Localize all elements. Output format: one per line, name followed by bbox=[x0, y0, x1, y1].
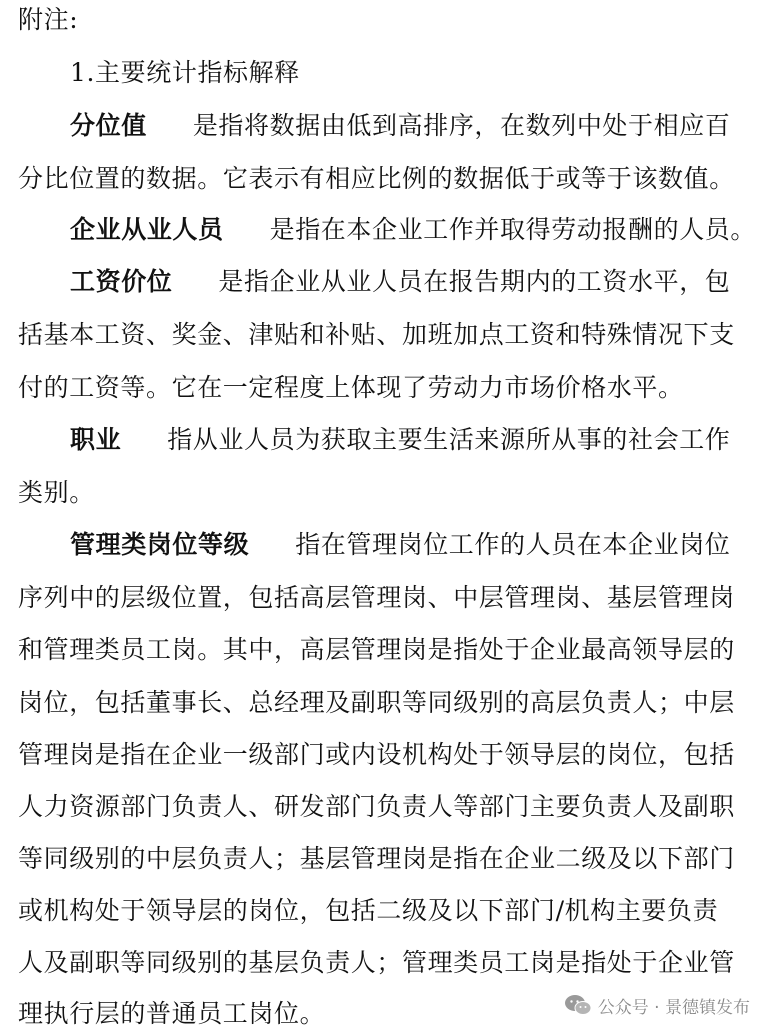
entry-wage-level-line2: 括基本工资、奖金、津贴和补贴、加班加点工资和特殊情况下支 bbox=[18, 320, 735, 349]
entry-wage-level-line1 bbox=[70, 266, 730, 298]
watermark-text: 公众号 · 景德镇发布 bbox=[597, 997, 750, 1018]
term-percentile: 分位值 bbox=[70, 111, 147, 140]
entry-percentile-line2: 分比位置的数据。它表示有相应比例的数据低于或等于该数值。 bbox=[18, 164, 735, 193]
entry-management-grade-line3: 和管理类员工岗。其中，高层管理岗是指处于企业最高领导层的 bbox=[18, 635, 735, 664]
term-wage-level: 工资价位 bbox=[70, 267, 173, 296]
entry-management-grade-line8: 或机构处于领导层的岗位，包括二级及以下部门/机构主要负责 bbox=[18, 896, 719, 925]
definition-text: 指从业人员为获取主要生活来源所从事的社会工作 bbox=[167, 425, 731, 454]
entry-employee-line1 bbox=[70, 214, 756, 246]
entry-management-grade-line5: 管理岗是指在企业一级部门或内设机构处于领导层的岗位，包括 bbox=[18, 740, 735, 769]
entry-management-grade-line7: 等同级别的中层负责人；基层管理岗是指在企业二级及以下部门 bbox=[18, 844, 735, 873]
entry-wage-level-line3: 付的工资等。它在一定程度上体现了劳动力市场价格水平。 bbox=[18, 373, 684, 402]
entry-management-grade-line4: 岗位，包括董事长、总经理及副职等同级别的高层负责人；中层 bbox=[18, 688, 735, 717]
definition-text: 是指在本企业工作并取得劳动报酬的人员。 bbox=[269, 215, 757, 244]
entry-management-grade-line2: 序列中的层级位置，包括高层管理岗、中层管理岗、基层管理岗 bbox=[18, 583, 735, 612]
entry-occupation-line2: 类别。 bbox=[18, 478, 95, 507]
term-employee: 企业从业人员 bbox=[70, 215, 224, 244]
entry-management-grade-line9: 人及副职等同级别的基层负责人；管理类员工岗是指处于企业管 bbox=[18, 948, 735, 977]
section-title: 1.主要统计指标解释 bbox=[70, 58, 300, 87]
definition-text: 指在管理岗位工作的人员在本企业岗位 bbox=[295, 530, 731, 559]
entry-occupation-line1 bbox=[70, 424, 730, 456]
definition-text: 是指企业从业人员在报告期内的工资水平，包 bbox=[218, 267, 731, 296]
entry-management-grade-line1 bbox=[70, 529, 730, 561]
term-management-grade: 管理类岗位等级 bbox=[70, 530, 250, 559]
entry-management-grade-line6: 人力资源部门负责人、研发部门负责人等部门主要负责人及副职 bbox=[18, 792, 735, 821]
term-occupation: 职业 bbox=[70, 425, 122, 454]
definition-text: 是指将数据由低到高排序，在数列中处于相应百 bbox=[192, 111, 731, 140]
entry-percentile-line1 bbox=[70, 110, 730, 142]
wechat-watermark bbox=[564, 991, 750, 1019]
wechat-icon bbox=[564, 994, 592, 1016]
notes-heading: 附注: bbox=[18, 5, 79, 34]
entry-management-grade-line10: 理执行层的普通员工岗位。 bbox=[18, 999, 326, 1028]
